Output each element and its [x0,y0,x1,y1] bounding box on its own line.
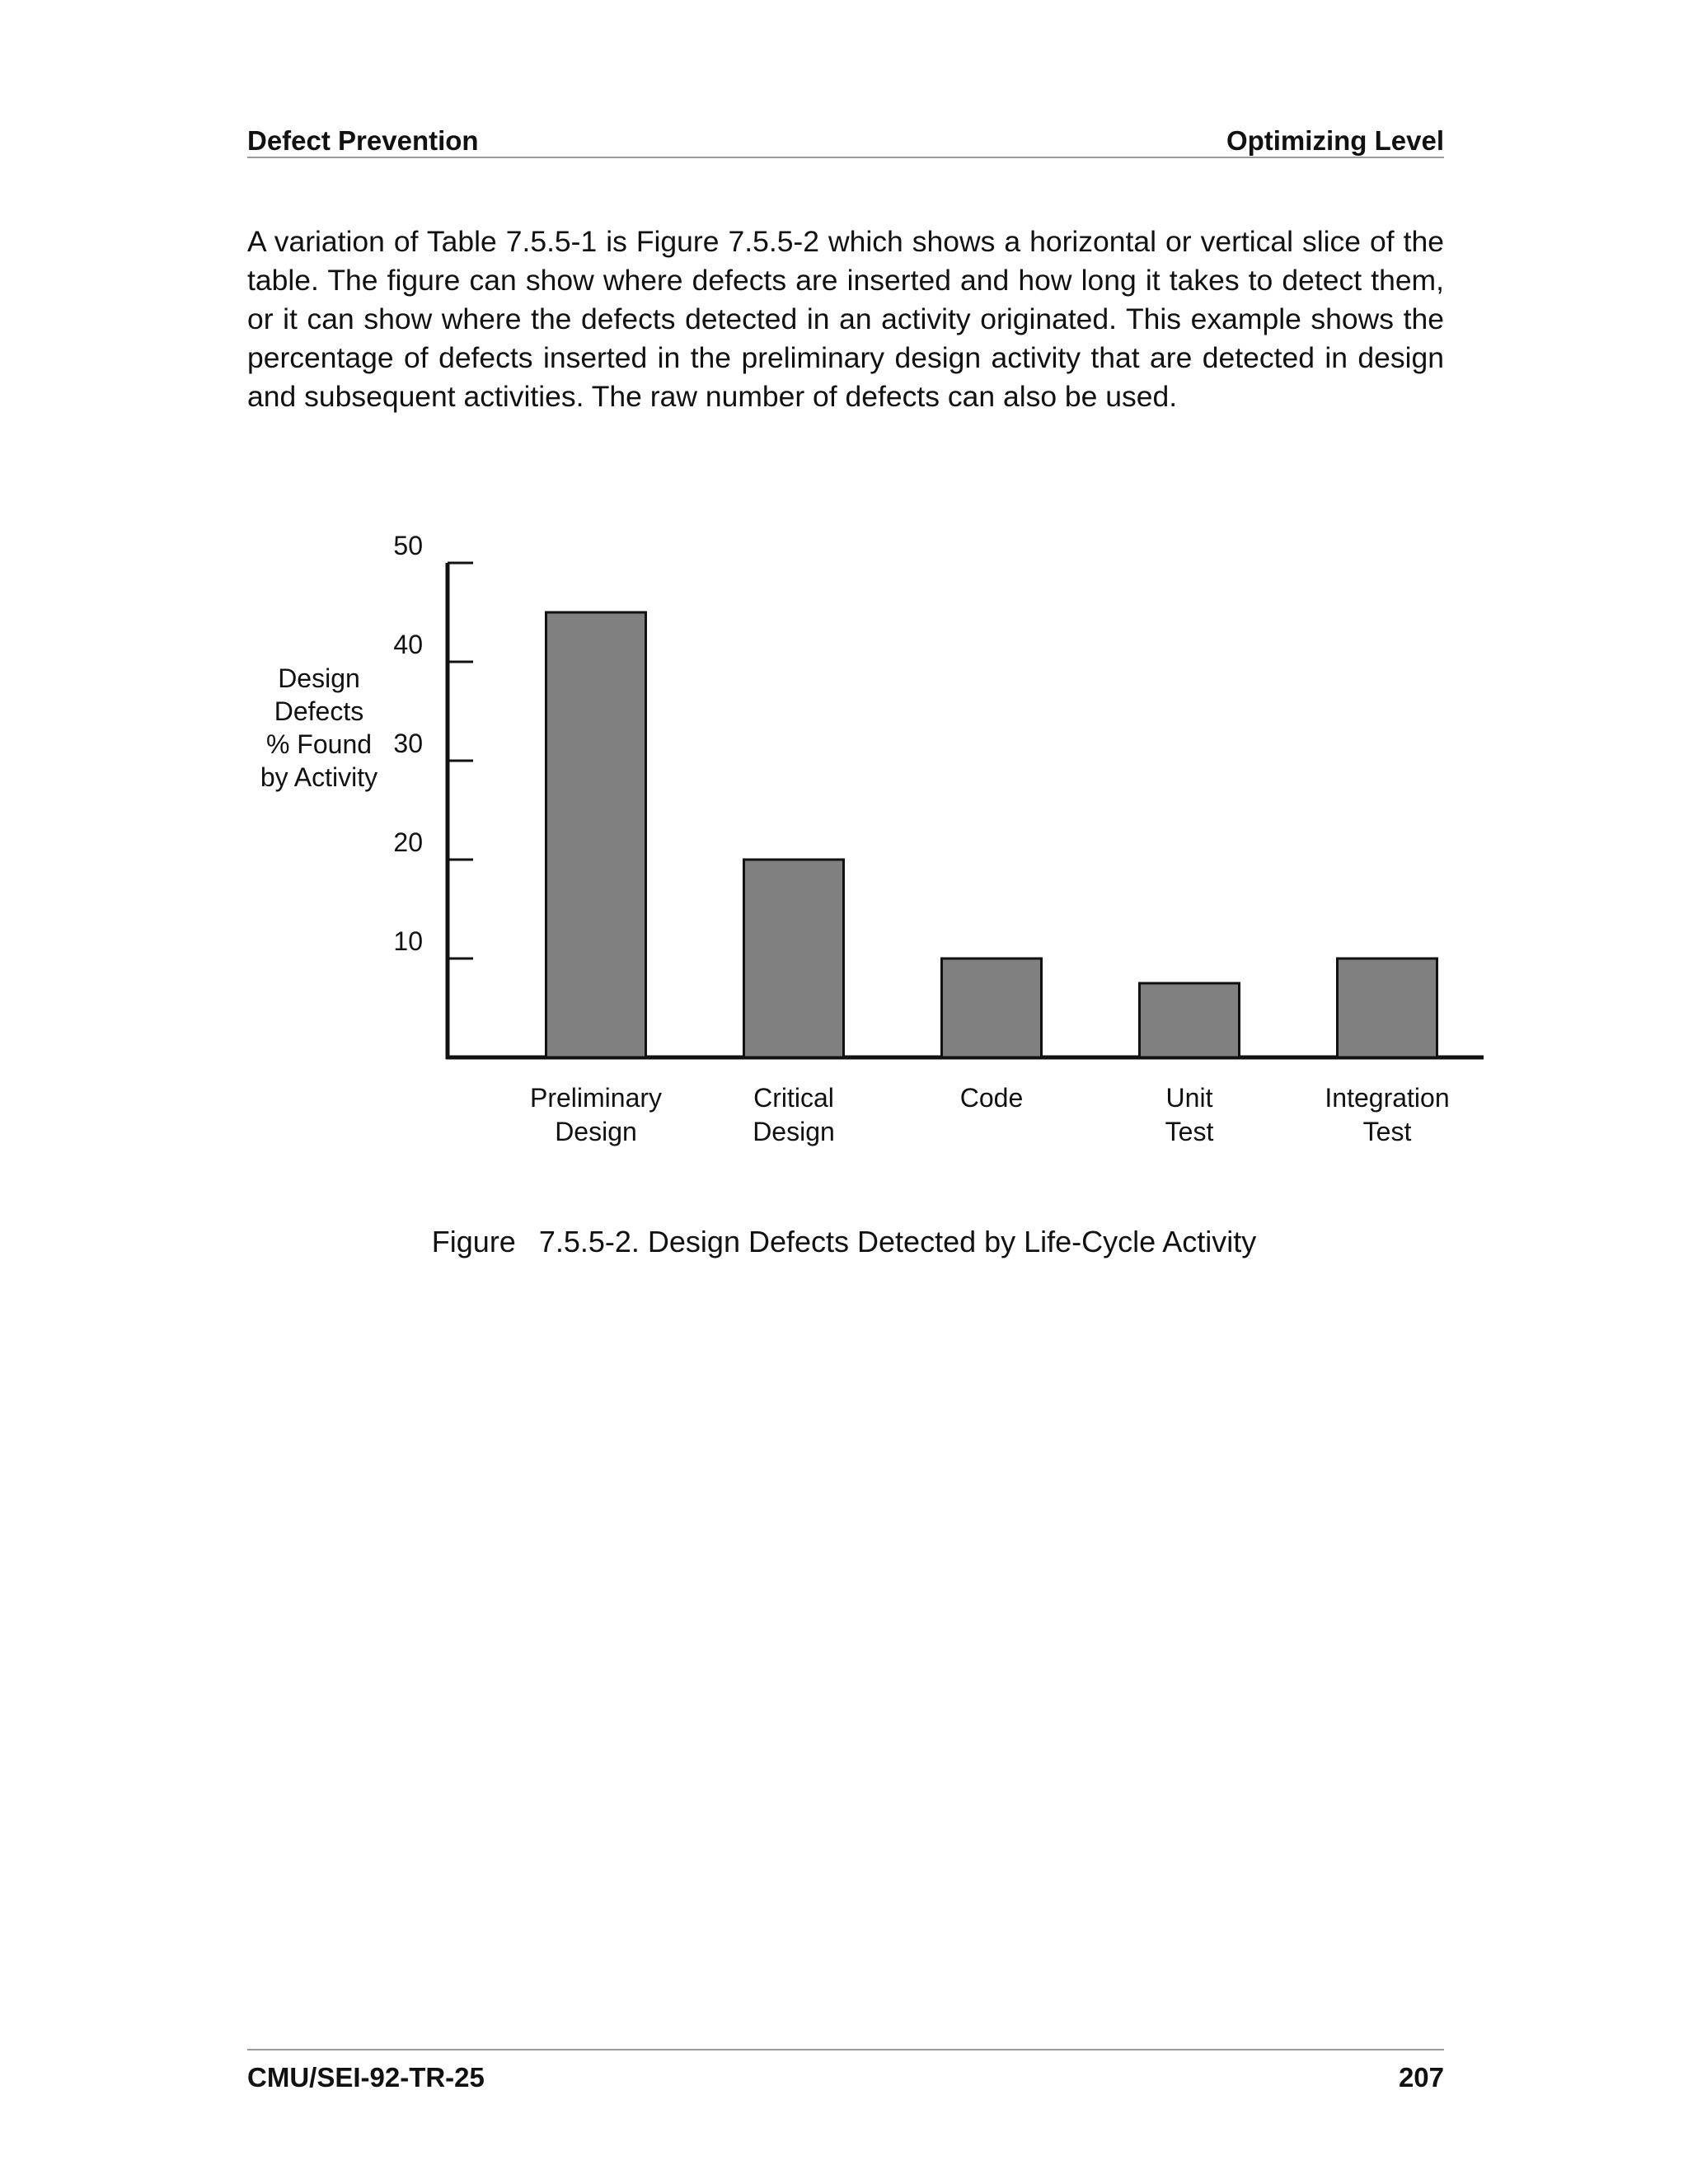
bar [1140,983,1240,1057]
bar [942,958,1042,1057]
x-tick-label: Preliminary [529,1083,663,1113]
bar [1338,958,1437,1057]
y-tick-label: 50 [393,531,423,560]
page-footer [247,2049,1444,2100]
y-axis-title-line: Design [278,663,360,693]
header-section-title: Defect Prevention [247,125,479,156]
y-axis-title-line: % Found [265,729,373,759]
figure-caption-text: 7.5.5-2. Design Defects Detected by Life-Cycle Activity [538,1225,1257,1258]
x-tick-label: Design [555,1117,637,1146]
body-paragraph: A variation of Table 7.5.5-1 is Figure 7.5.5-2 which shows a horizontal or vertical slice of the table. The figure can show where defects are inserted and how long it takes to detect them, or it can show where the defects detected in an activity originated. This example shows the percentage of defects inserted in the preliminary design activity that are detected in design and subsequent activities. The raw number of defects can also be used. [247,225,1444,413]
figure-caption-label: Figure [431,1225,516,1258]
x-tick-label: Test [1362,1117,1412,1146]
x-tick-label: Integration [1325,1083,1450,1113]
footer-report-id: CMU/SEI-92-TR-25 [247,2062,485,2093]
y-tick-label: 40 [393,630,423,659]
y-tick-label: 20 [393,827,423,857]
figure-caption [0,1225,1688,1259]
y-axis-title-line: by Activity [260,762,378,792]
x-tick-label: Critical [753,1083,834,1113]
bar [546,612,646,1057]
x-tick-label: Test [1165,1117,1214,1146]
y-tick-label: 30 [393,729,423,758]
x-tick-label: Unit [1165,1083,1213,1113]
x-tick-label: Design [753,1117,835,1146]
footer-page-number: 207 [1398,2062,1444,2093]
bar [744,860,844,1057]
header-level-title: Optimizing Level [1226,125,1444,156]
y-axis-title-line: Defects [274,696,364,726]
x-tick-label: Code [959,1083,1024,1113]
y-tick-label: 10 [393,926,423,956]
